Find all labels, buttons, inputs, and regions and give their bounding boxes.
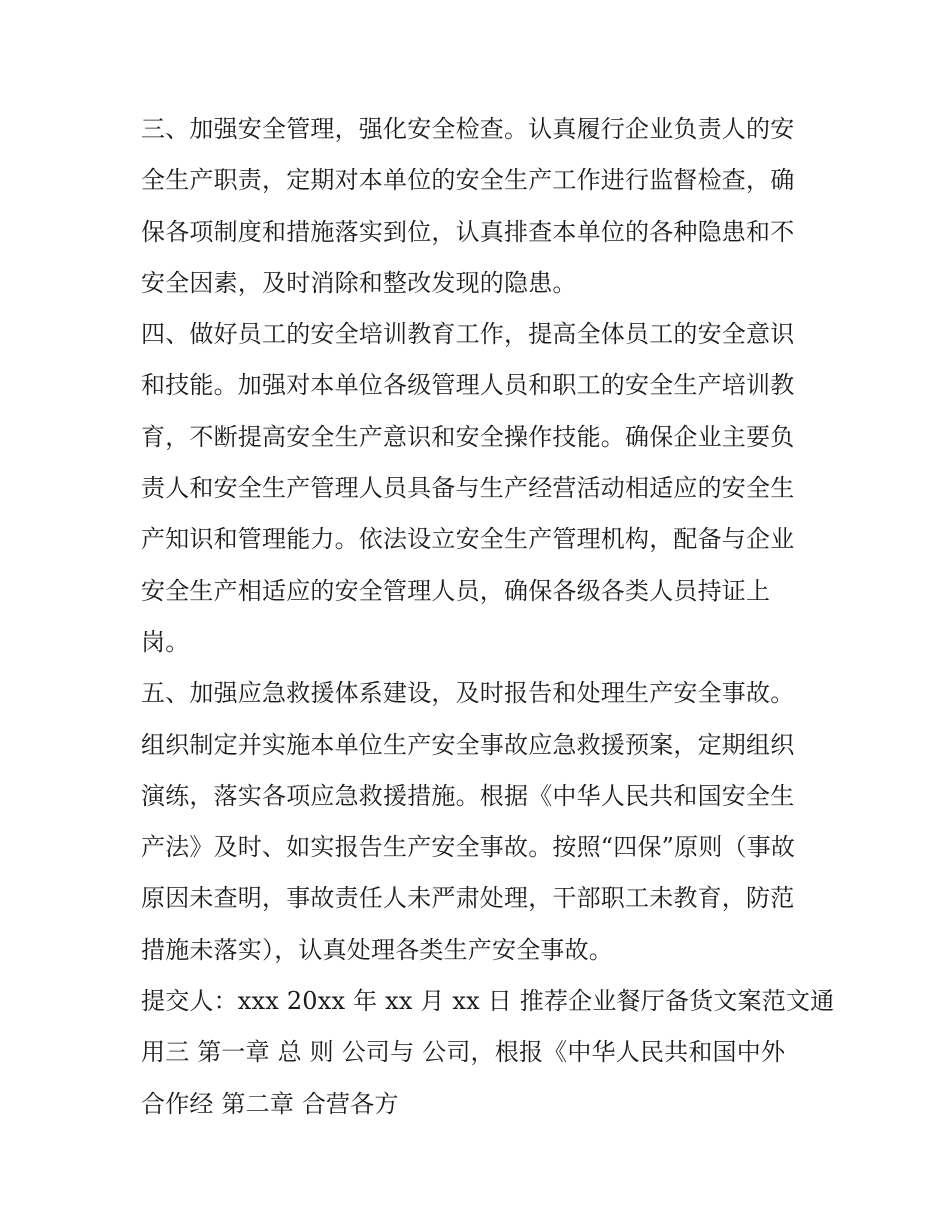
paragraph-emergency-rescue bbox=[141, 668, 813, 976]
text-line: 产法》及时、如实报告生产安全事故。按照“四保”原则（事故 bbox=[141, 833, 796, 862]
paragraph-safety-training bbox=[141, 309, 813, 668]
text-line: 安全生产相适应的安全管理人员，确保各级各类人员持证上 bbox=[141, 576, 771, 605]
text-line: 责人和安全生产管理人员具备与生产经营活动相适应的安全生 bbox=[141, 474, 795, 503]
text-line: 组织制定并实施本单位生产安全事故应急救援预案，定期组织 bbox=[141, 730, 795, 759]
text-line: 五、加强应急救援体系建设，及时报告和处理生产安全事故。 bbox=[141, 679, 795, 708]
text-line: 三、加强安全管理，强化安全检查。认真履行企业负责人的安 bbox=[141, 115, 795, 143]
text-line: 安全因素，及时消除和整改发现的隐患。 bbox=[141, 268, 577, 297]
text-line: 岗。 bbox=[141, 627, 190, 656]
text-line: 措施未落实），认真处理各类生产安全事故。 bbox=[141, 935, 613, 964]
text-line: 育，不断提高安全生产意识和安全操作技能。确保企业主要负 bbox=[141, 422, 795, 451]
document-body bbox=[141, 104, 835, 1130]
text-line: 四、做好员工的安全培训教育工作，提高全体员工的安全意识 bbox=[141, 320, 795, 349]
paragraph-submitter bbox=[141, 976, 835, 1130]
text-line: 和技能。加强对本单位各级管理人员和职工的安全生产培训教 bbox=[141, 371, 795, 400]
text-line: 保各项制度和措施落实到位，认真排查本单位的各种隐患和不 bbox=[141, 217, 795, 246]
text-line: 提交人：xxx 20xx 年 xx 月 xx 日 推荐企业餐厅备货文案范文通 bbox=[141, 987, 835, 1016]
paragraph-safety-management bbox=[141, 104, 813, 309]
text-line: 产知识和管理能力。依法设立安全生产管理机构，配备与企业 bbox=[141, 525, 795, 554]
text-line: 原因未查明，事故责任人未严肃处理，干部职工未教育，防范 bbox=[141, 884, 795, 913]
text-line: 全生产职责，定期对本单位的安全生产工作进行监督检查，确 bbox=[141, 166, 795, 195]
text-line: 合作经 第二章 合营各方 bbox=[141, 1089, 399, 1118]
text-line: 用三 第一章 总 则 公司与 公司，根报《中华人民共和国中外 bbox=[141, 1038, 786, 1067]
text-line: 演练，落实各项应急救援措施。根据《中华人民共和国安全生 bbox=[141, 781, 795, 810]
